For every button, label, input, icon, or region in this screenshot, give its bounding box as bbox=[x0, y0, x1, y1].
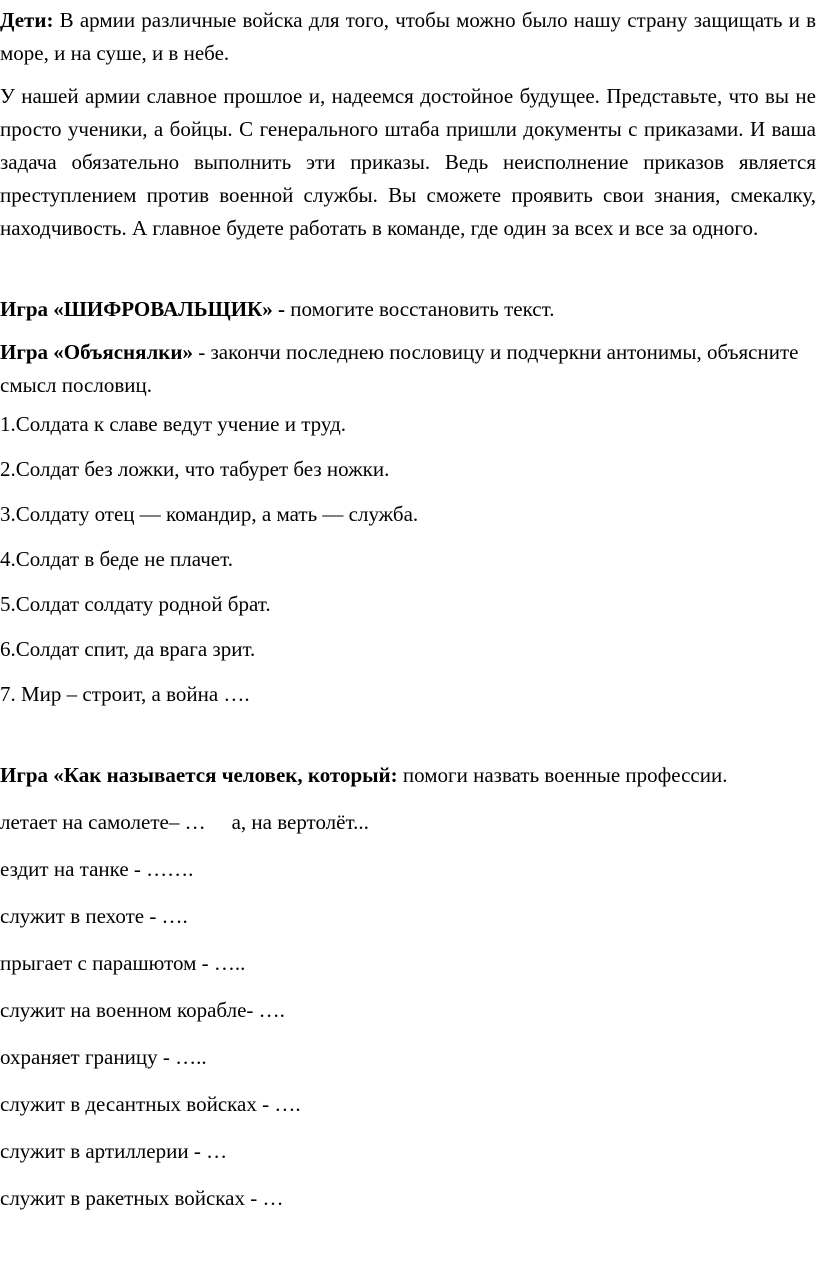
document-page bbox=[0, 4, 816, 1215]
story-paragraph: У нашей армии славное прошлое и, надеемся достойное будущее. Представьте, что вы не просто ученики, а бойцы. С генерального штаба пришли документы с приказами. И ваша задача обязательно выполнить эти приказы. Ведь неисполнение приказов является преступлением против военной службы. Вы сможете проявить свои знания, смекалку, находчивость. А главное будете работать в команде, где один за всех и все за одного. bbox=[0, 84, 816, 240]
game-shifrovalshchik-title: Игра «ШИФРОВАЛЬЩИК» - bbox=[0, 297, 291, 321]
game-shifrovalshchik bbox=[0, 293, 816, 326]
profession-item-right: а, на вертолёт... bbox=[231, 810, 369, 834]
intro-text: В армии различные войска для того, чтобы можно было нашу страну защищать и в море, и на суше, и в небе. bbox=[0, 8, 816, 65]
proverb-item: 3.Солдату отец — командир, а мать — служба. bbox=[0, 502, 419, 526]
profession-item: прыгает с парашютом - ….. bbox=[0, 951, 246, 975]
intro-paragraph bbox=[0, 4, 816, 70]
proverb-item: 7. Мир – строит, а война …. bbox=[0, 682, 250, 706]
profession-item: служит в артиллерии - … bbox=[0, 1139, 228, 1163]
speaker-label: Дети: bbox=[0, 8, 54, 32]
profession-item: служит в десантных войсках - …. bbox=[0, 1092, 301, 1116]
profession-item: служит на военном корабле- …. bbox=[0, 998, 285, 1022]
proverb-item: 2.Солдат без ложки, что табурет без ножки. bbox=[0, 457, 390, 481]
proverb-item: 6.Солдат спит, да врага зрит. bbox=[0, 637, 256, 661]
game-obyasnyalki-text: - закончи последнею пословицу и подчеркни антонимы, объясните смысл пословиц. bbox=[0, 340, 799, 397]
proverb-item: 5.Солдат солдату родной брат. bbox=[0, 592, 271, 616]
profession-item bbox=[0, 806, 816, 839]
profession-item: охраняет границу - ….. bbox=[0, 1045, 207, 1069]
game-professions-text: помоги назвать военные профессии. bbox=[402, 763, 728, 787]
game-professions bbox=[0, 759, 816, 792]
proverb-item: 4.Солдат в беде не плачет. bbox=[0, 547, 233, 571]
profession-item: служит в пехоте - …. bbox=[0, 904, 188, 928]
profession-item: ездит на танке - ……. bbox=[0, 857, 194, 881]
game-professions-title: Игра «Как называется человек, который: bbox=[0, 763, 403, 787]
game-obyasnyalki bbox=[0, 336, 816, 402]
profession-item-left: летает на самолете– … bbox=[0, 810, 206, 834]
profession-item: служит в ракетных войсках - … bbox=[0, 1186, 284, 1210]
proverb-item: 1.Солдата к славе ведут учение и труд. bbox=[0, 412, 346, 436]
game-shifrovalshchik-text: помогите восстановить текст. bbox=[290, 297, 555, 321]
game-obyasnyalki-title: Игра «Объяснялки» bbox=[0, 340, 193, 364]
